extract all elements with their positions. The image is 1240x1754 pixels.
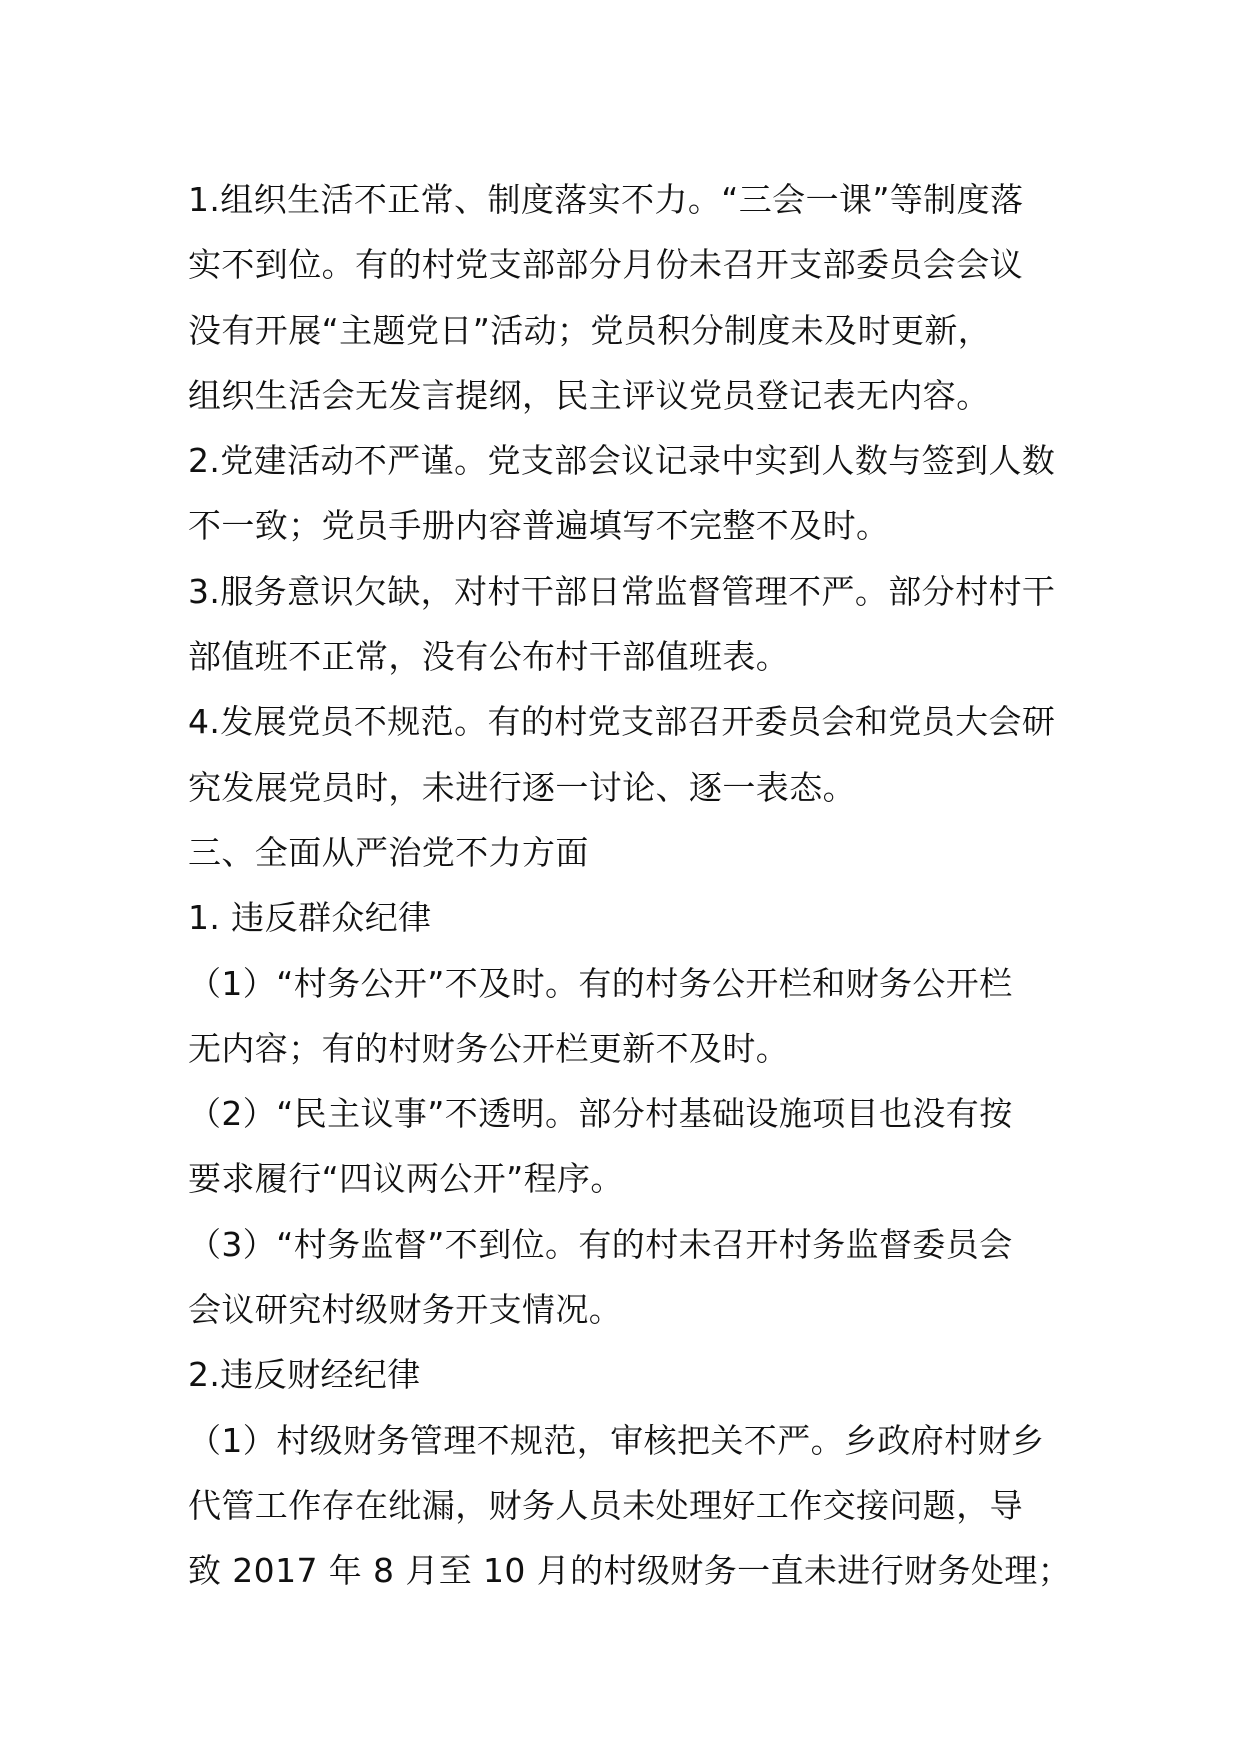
text-line: 部值班不正常，没有公布村干部值班表。 (188, 637, 790, 677)
text-line: （1）村级财务管理不规范，审核把关不严。乡政府村财乡 (188, 1420, 1045, 1460)
text-line: （1）“村务公开”不及时。有的村务公开栏和财务公开栏 (188, 963, 1013, 1003)
document-body (188, 167, 1072, 1604)
text-line: 要求履行“四议两公开”程序。 (188, 1159, 624, 1199)
text-line: 致 2017 年 8 月至 10 月的村级财务一直未进行财务处理； (188, 1551, 1072, 1591)
text-line: 1.组织生活不正常、制度落实不力。“三会一课”等制度落 (188, 180, 1024, 219)
text-line: 2.党建活动不严谨。党支部会议记录中实到人数与签到人数 (188, 441, 1056, 481)
subsection-heading: 1. 违反群众纪律 (188, 898, 432, 938)
text-line: 4.发展党员不规范。有的村党支部召开委员会和党员大会研 (188, 702, 1056, 742)
text-line: 组织生活会无发言提纲，民主评议党员登记表无内容。 (188, 375, 990, 415)
text-line: （3）“村务监督”不到位。有的村未召开村务监督委员会 (188, 1224, 1013, 1264)
text-line: 不一致；党员手册内容普遍填写不完整不及时。 (188, 506, 890, 546)
text-line: 实不到位。有的村党支部部分月份未召开支部委员会会议 (188, 245, 1023, 285)
text-line: 没有开展“主题党日”活动；党员积分制度未及时更新， (188, 310, 992, 350)
subsection-heading: 2.违反财经纪律 (188, 1355, 421, 1395)
text-line: （2）“民主议事”不透明。部分村基础设施项目也没有按 (188, 1094, 1013, 1134)
section-heading: 三、全面从严治党不力方面 (188, 832, 589, 872)
text-line: 3.服务意识欠缺，对村干部日常监督管理不严。部分村村干 (188, 571, 1056, 611)
text-line: 究发展党员时，未进行逐一讨论、逐一表态。 (188, 767, 856, 807)
text-line: 会议研究村级财务开支情况。 (188, 1290, 623, 1330)
text-line: 代管工作存在纰漏，财务人员未处理好工作交接问题，导 (188, 1485, 1023, 1525)
text-line: 无内容；有的村财务公开栏更新不及时。 (188, 1028, 790, 1068)
